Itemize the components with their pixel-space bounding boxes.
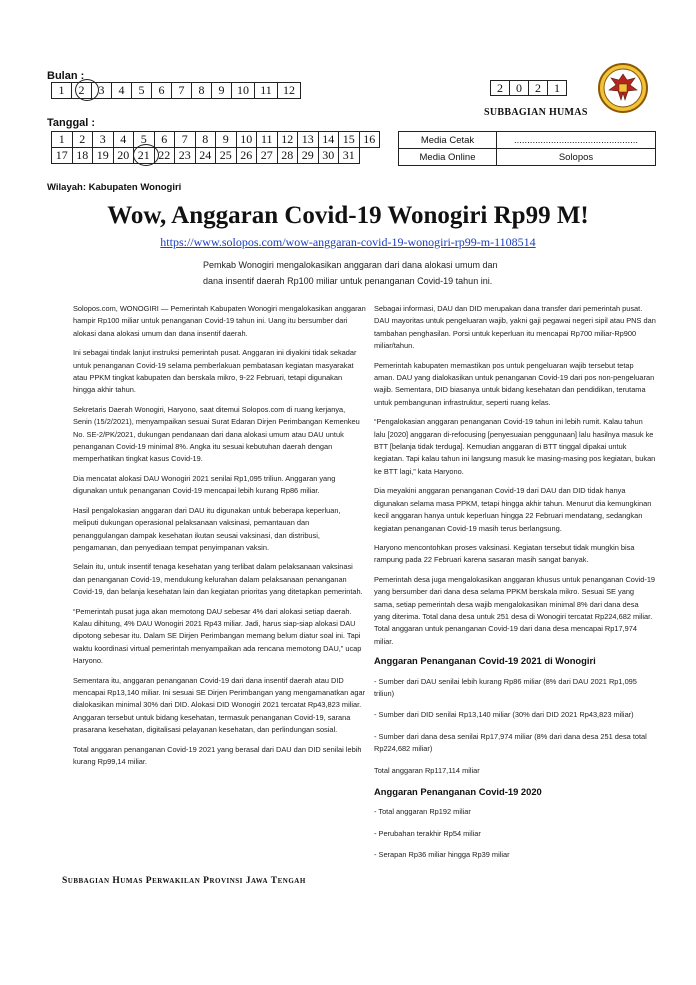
bulan-label: Bulan : [47,70,85,82]
grid-cell: 6 [154,132,175,148]
grid-cell: 13 [298,132,319,148]
grid-cell: 27 [257,148,278,164]
grid-cell: 3 [92,83,112,99]
paragraph: Solopos.com, WONOGIRI — Pemerintah Kabupaten Wonogiri mengalokasikan anggaran hampir Rp100 miliar untuk penanganan Covid-19 tahun ini. Uang itu bersumber dari alokasi dana alokasi umum dan dana insentif daerah. [73,304,366,338]
paragraph: Sekretaris Daerah Wonogiri, Haryono, saat ditemui Solopos.com di ruang kerjanya, Senin (15/2/2021), menyampaikan sesuai Surat Edaran Dirjen Perimbangan Kemenkeu No. SE-2/PK/2021, dukungan pendanaan dari dana alokasi umum atau DAU untuk penanganan Covid-19 minimal 8%. Angka itu sesuai kebutuhan daerah dengan memperhatikan tingkat kasus Covid-19. [73,404,360,464]
grid-cell: 7 [175,132,196,148]
grid-cell: 17 [52,148,73,164]
grid-cell: 16 [359,132,380,148]
grid-cell: 14 [318,132,339,148]
grid-cell: 15 [339,132,360,148]
grid-cell: 12 [277,132,298,148]
grid-cell: 3 [93,132,114,148]
paragraph: Hasil pengalokasian anggaran dari DAU itu digunakan untuk beberapa keperluan, meliputi dukungan operasional pelaksanaan vaksinasi, pemantauan dan penanggulangan dampak kesehatan ikutan seusai vaksinasi, dan distribusi, pengamanan, dan penyediaan tempat penyimpanan vaksin. [73,505,341,552]
paragraph: Dia mencatat alokasi DAU Wonogiri 2021 senilai Rp1,095 triliun. Anggaran yang digunakan untuk penanganan Covid-19 mencapai lebih kurang Rp86 miliar. [73,473,336,496]
grid-cell: 2 [72,132,93,148]
grid-cell: 25 [216,148,237,164]
article-url[interactable]: https://www.solopos.com/wow-anggaran-covid-19-wonogiri-rp99-m-1108514 [160,235,536,249]
paragraph: “Pengalokasian anggaran penanganan Covid-19 tahun ini lebih rumit. Kalau tahun lalu [2020] anggaran di-refocusing [penyesuaian penggunaan] lalu hasilnya masuk ke BTT [belanja tidak terduga]. Kemudian anggaran di BTT tinggal dipakai untuk kegiatan. Tapi kalau tahun ini langsung masuk ke masing-masing pos kegiatan, bukan ke BTT lagi,” kata Haryono. [374,417,656,476]
grid-cell: 10 [236,132,257,148]
list-item: - Sumber dari DID senilai Rp13,140 miliar (30% dari DID 2021 Rp43,823 miliar) [374,710,634,720]
year-digit: 2 [528,80,548,96]
grid-cell: 9 [216,132,237,148]
footer-text: Subbagian Humas Perwakilan Provinsi Jawa Tengah [62,876,306,886]
list-item: - Perubahan terakhir Rp54 miliar [374,828,481,838]
grid-cell: 30 [318,148,339,164]
left-column [73,303,366,775]
grid-cell: 6 [152,83,172,99]
media-cetak-value: ............................................... [497,132,656,149]
grid-cell: 22 [154,148,175,164]
grid-cell: 1 [52,132,73,148]
grid-cell: 1 [52,83,72,99]
grid-cell: 19 [93,148,114,164]
year-digit: 2 [490,80,510,96]
paragraph: Sementara itu, anggaran penanganan Covid-19 dari dana insentif daerah atau DID mencapai Rp13,140 miliar. Ini sesuai SE Dirjen Perimbangan yang mengamanatkan agar dialokasikan minimal 30% dari DID. Alokasi DID Wonogiri 2021 tercatat Rp43,823 miliar. Anggaran tersebut untuk bidang kesehatan, termasuk penanganan Covid-19, sarana prasarana kesehatan, digitalisasi pelayanan kesehatan, dan perlindungan sosial. [73,675,366,735]
grid-cell: 28 [277,148,298,164]
grid-cell: 26 [236,148,257,164]
date-grid [51,131,380,164]
paragraph: Total anggaran penanganan Covid-19 2021 yang berasal dari DAU dan DID senilai lebih kurang Rp99,14 miliar. [73,744,362,766]
selected-month-circle [75,79,99,101]
paragraph: Selain itu, untuk insentif tenaga kesehatan yang terlibat dalam pelaksanaan vaksinasi dan penanganan Covid-19, mendukung kelurahan dalam pelaksanaan penanganan Covid-19, dan belanja kesehatan lain dan kegiatan prioritas yang ditetapkan pemerintah. [73,562,363,597]
box-2021-heading: Anggaran Penanganan Covid-19 2021 di Wonogiri [374,655,596,667]
unit-name: SUBBAGIAN HUMAS [484,107,588,118]
grid-cell: 5 [134,132,155,148]
grid-cell: 10 [232,83,255,99]
media-online-label: Media Online [399,149,497,166]
grid-cell: 5 [132,83,152,99]
article-lead: Pemkab Wonogiri mengalokasikan anggaran dari dana alokasi umum dan dana insentif daerah Rp100 miliar untuk penanganan Covid-19 tahun ini. [203,260,498,286]
right-column [374,303,656,871]
media-online-value: Solopos [497,149,656,166]
grid-cell: 8 [195,132,216,148]
year-digit: 0 [509,80,529,96]
grid-cell: 31 [339,148,360,164]
grid-cell: 8 [192,83,212,99]
list-item: - Total anggaran Rp192 miliar [374,807,471,817]
grid-cell: 18 [72,148,93,164]
list-item: - Serapan Rp36 miliar hingga Rp39 miliar [374,850,510,860]
wilayah: Wilayah: Kabupaten Wonogiri [47,182,182,193]
garuda-emblem-icon [597,62,649,114]
paragraph: Haryono mencontohkan proses vaksinasi. Kegiatan tersebut tidak mungkin bisa rampung pada 22 Februari karena sasaran masih sangat banyak. [374,542,635,565]
list-item: - Sumber dari dana desa senilai Rp17,974 miliar (8% dari dana desa 251 desa total Rp224,682 miliar) [374,731,647,754]
paragraph: Pemerintah desa juga mengalokasikan anggaran khusus untuk penanganan Covid-19 yang bersumber dari dana desa selama PPKM berskala mikro. Sesuai SE yang sama, setiap pemerintah desa wajib mengalokasikan minimal 8% dari dana desa yang diterima. Total dana desa untuk 251 desa di Wonogiri tercatat Rp224,682 miliar. Total anggaran untuk penanganan Covid-19 dari dana desa mencapai Rp17,974 miliar. [374,574,656,646]
grid-cell: 20 [113,148,134,164]
grid-cell: 29 [298,148,319,164]
grid-cell: 11 [255,83,278,99]
grid-cell: 4 [112,83,132,99]
paragraph: Sebagai informasi, DAU dan DID merupakan dana transfer dari pemerintah pusat. DAU mayoritas untuk pengeluaran wajib, yakni gaji pegawai negeri sipil atau PNS dan tambahan penghasilan. Porsi untuk keperluan itu mencapai Rp700 miliar-Rp900 miliar/tahun. [374,304,656,351]
grid-cell: 9 [212,83,232,99]
year-box [490,80,566,96]
grid-cell: 2 [72,83,92,99]
media-table [398,131,656,166]
grid-cell: 23 [175,148,196,164]
grid-cell: 12 [278,83,301,99]
tanggal-label: Tanggal : [47,117,96,129]
year-digit: 1 [547,80,567,96]
paragraph: Pemerintah kabupaten memastikan pos untuk pengeluaran wajib tersebut tetap aman. DAU yang dialokasikan untuk penanganan Covid-19 dari pos non-pengeluaran wajib. Sementara, DID biasanya untuk bidang kesehatan dan pendidikan, terutama untuk pembangunan infrastruktur, seperti ruang kelas. [374,360,655,407]
grid-cell: 24 [195,148,216,164]
list-item: - Sumber dari DAU senilai lebih kurang Rp86 miliar (8% dari DAU 2021 Rp1,095 triliun) [374,676,637,698]
paragraph: “Pemerintah pusat juga akan memotong DAU sebesar 4% dari alokasi setiap daerah. Kalau dihitung, 4% DAU Wonogiri 2021 Rp43 miliar. Jadi, harus siap-siap alokasi DAU dipotong sebesar itu. Dalam SE Dirjen Perimbangan memang belum diatur soal ini. Tapi waktu koordinasi virtual pemerintah menyampaikan ada rencana memotong DAU,” ucap Haryono. [73,606,362,666]
grid-cell: 21 [134,148,155,164]
paragraph: Dia meyakini anggaran penanganan Covid-19 dari DAU dan DID tidak hanya digunakan selama masa PPKM, tetapi hingga akhir tahun. Menurut dia kemungkinan kecil anggaran hanya untuk keperluan hingga 22 Februari mendatang, sedangkan kegiatan penanganan Covid-19 masih terus berlangsung. [374,486,652,533]
box-2020-heading: Anggaran Penanganan Covid-19 2020 [374,786,542,797]
grid-cell: 4 [113,132,134,148]
media-cetak-label: Media Cetak [399,132,497,149]
article-title: Wow, Anggaran Covid-19 Wonogiri Rp99 M! [107,202,589,229]
grid-cell: 11 [257,132,278,148]
box-2021-total: Total anggaran Rp117,114 miliar [374,765,480,775]
grid-cell: 7 [172,83,192,99]
selected-date-circle [133,144,159,166]
paragraph: Ini sebagai tindak lanjut instruksi pemerintah pusat. Anggaran ini diyakini tidak sekadar untuk penanganan Covid-19 selama pemberlakuan pembatasan kegiatan masyarakat atau PPKM tingkat kabupaten dan berskala mikro, 9-22 Februari, tetapi digunakan hingga akhir tahun. [73,348,357,395]
